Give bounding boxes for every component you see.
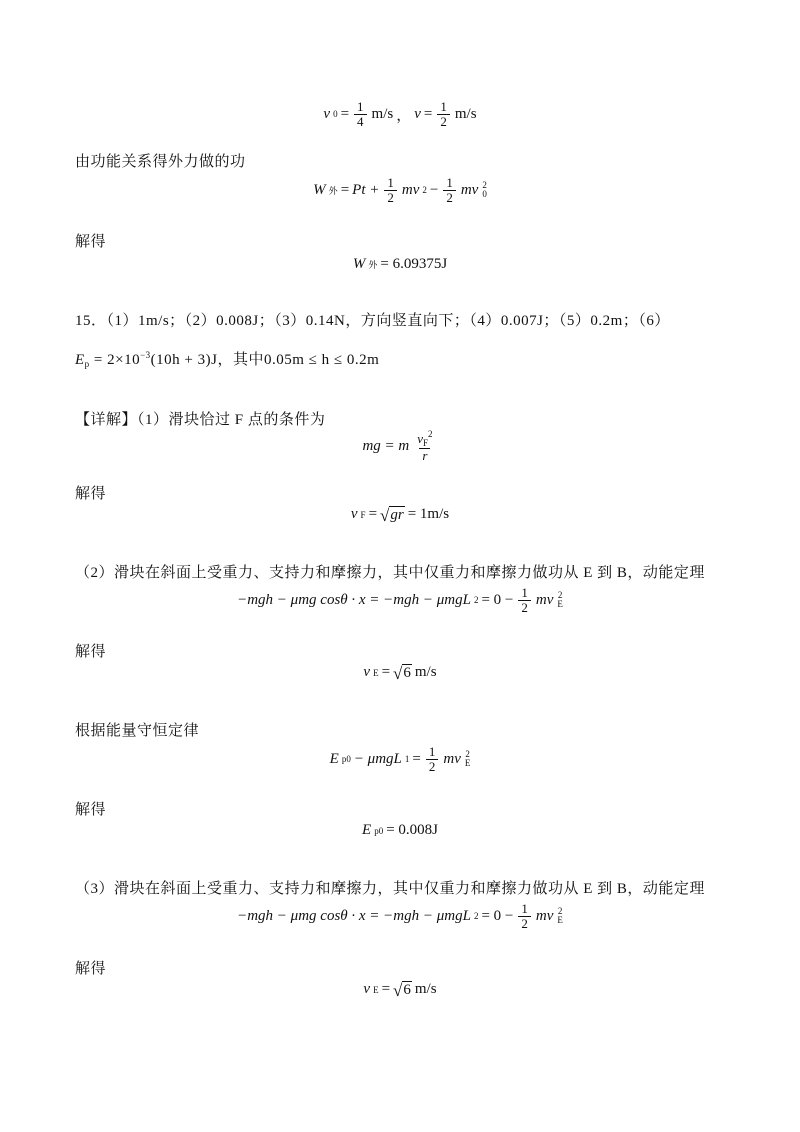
text-solve-4: 解得 (75, 802, 107, 818)
equation-F-condition: mg = m $\frac{v_F^2}{r}$ (362, 429, 433, 464)
text-solve-1: 解得 (75, 234, 107, 250)
part3-text: （3）滑块在斜面上受重力、支持力和摩擦力，其中仅重力和摩擦力做功从 E 到 B，动能定理 (75, 881, 705, 897)
equation-energy-conservation: E p0 − μmgL 1 = $\frac{1}{2}$ mv 2 E (329, 744, 471, 774)
equation-vE-2: v E = √ 6 m/s (363, 980, 437, 1000)
answer-summary-line2: $E_p = 2\times 10^{-3}(10h + 3)J$，其中0.05m ≤ h ≤ 0.2m (75, 350, 380, 369)
text-solve-5: 解得 (75, 961, 107, 977)
equation-initial-velocities: v 0 = $\frac{1}{4}$ m/s ， v = $\frac{1}{2}$ m/s (323, 99, 477, 129)
part2-text: （2）滑块在斜面上受重力、支持力和摩擦力，其中仅重力和摩擦力做功从 E 到 B，动能定理 (75, 565, 705, 581)
text-conservation: 根据能量守恒定律 (75, 723, 200, 739)
equation-Ep0: E p0 = 0.008J (362, 822, 438, 838)
detail-heading: 【详解】（1）滑块恰过 F 点的条件为 (75, 412, 326, 428)
equation-external-work: W 外 = Pt + $\frac{1}{2}$ mv 2 − $\frac{1}{2}$ mv 2 0 (313, 175, 487, 205)
equation-energy-theorem-2: −mgh − μmg cosθ · x = −mgh − μmgL 2 = 0 − $\frac{1}{2}$ mv 2 E (237, 901, 563, 931)
text-solve-3: 解得 (75, 644, 107, 660)
equation-vE-1: v E = √ 6 m/s (363, 663, 437, 683)
equation-energy-theorem-1: −mgh − μmg cosθ · x = −mgh − μmgL 2 = 0 − $\frac{1}{2}$ mv 2 E (237, 585, 563, 615)
equation-vF: v F = √ gr = 1m/s (350, 505, 450, 525)
answer-summary: 15．（1）1m/s；（2）0.008J；（3）0.14N，方向竖直向下；（4）0.007J；（5）0.2m；（6） (75, 313, 670, 329)
equation-work-value: W 外 = 6.09375J (352, 256, 448, 272)
text-work-relation: 由功能关系得外力做的功 (75, 154, 246, 170)
text-solve-2: 解得 (75, 486, 107, 502)
